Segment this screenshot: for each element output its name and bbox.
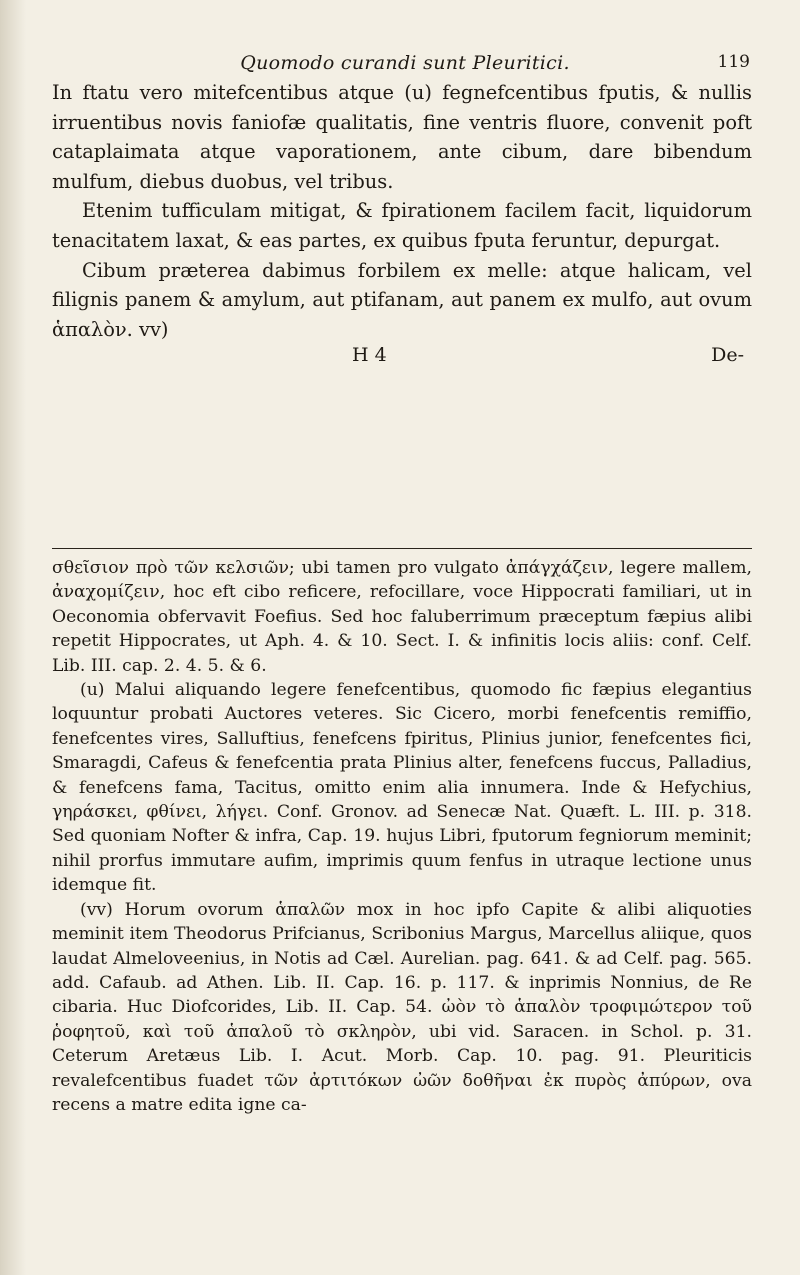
main-paragraph-2: Etenim tufficulam mitigat, & fpirationem facilem facit, liquidorum tenacitatem laxat, & eas partes, ex quibus fputa feruntur, depurgat. xyxy=(52,199,752,252)
footnote-vv: (vv) Horum ovorum ἁπαλῶν mox in hoc ipfo Capite & alibi aliquoties meminit item Theodorus Prifcianus, Scribonius Margus, Marcellus aliique, quos laudat Almeloveenius, in Notis ad Cæl. Aurelian. pag. 641. & ad Celf. pag. 565. add. Cafaub. ad Athen. Lib. II. Cap. 16. p. 117. & inprimis Nonnius, de Re cibaria. Huc Diofcorides, Lib. II. Cap. 54. ὠὸν τὸ ἁπαλὸν τροφιμώτερον τοῦ ῥοφητοῦ, καὶ τοῦ ἁπαλοῦ τὸ σκληρὸν, ubi vid. Saracen. in Schol. p. 31. Ceterum Aretæus Lib. I. Acut. Morb. Cap. 10. pag. 91. Pleuriticis revalefcentibus fuadet τῶν ἀρτιτόκων ὠῶν δοθῆναι ἐκ πυρὸς ἀπύρων, ova recens a matre edita igne ca- xyxy=(52,899,752,1115)
footnote-continued: σθεῖσιον πρὸ τῶν κελσιῶν; ubi tamen pro vulgato ἀπάγχάζειν, legere mallem, ἀναχομίζειν, hoc eft cibo reficere, refocillare, voce Hippocrati familiari, ut in Oeconomia obfervavit Foefius. Sed hoc faluberrimum præceptum fæpius alibi repetit Hippocrates, ut Aph. 4. & 10. Sect. I. & infinitis locis aliis: conf. Celf. Lib. III. cap. 2. 4. 5. & 6. xyxy=(52,558,752,676)
running-head: Quomodo curandi sunt Pleuritici. xyxy=(240,52,570,74)
footnotes xyxy=(52,556,752,1117)
page-header xyxy=(60,50,750,80)
gutter-shadow xyxy=(0,0,26,1275)
main-text xyxy=(52,78,752,372)
main-paragraph-1: In ftatu vero mitefcentibus atque (u) fegnefcentibus fputis, & nullis irruentibus novis faniofæ qualitatis, fine ventris fluore, convenit poft cataplaimata atque vaporationem, ante cibum, dare bibendum mulfum, diebus duobus, vel tribus. xyxy=(52,81,752,193)
signature-line xyxy=(52,344,752,372)
footnote-u: (u) Malui aliquando legere fenefcentibus, quomodo fic fæpius elegantius loquuntur probati Auctores veteres. Sic Cicero, morbi fenefcentis remiffio, fenefcentes vires, Salluftius, fenefcens fpiritus, Plinius junior, fenefcentes fici, Smaragdi, Cafeus & fenefcentia prata Plinius alter, fenefcens fuccus, Palladius, & fenefcens fama, Tacitus, omitto enim alia innumera. Inde & Hefychius, γηράσκει, φθίνει, λήγει. Conf. Gronov. ad Senecæ Nat. Quæft. L. III. p. 318. Sed quoniam Nofter & infra, Cap. 19. hujus Libri, fputorum fegniorum meminit; nihil prorfus immutare aufim, imprimis quum fenfus in utraque lectione unus idemque fit. xyxy=(52,680,752,896)
catchword: De- xyxy=(711,344,744,367)
main-paragraph-3: Cibum præterea dabimus forbilem ex melle: atque halicam, vel filignis panem & amylum, aut ptifanam, aut panem ex mulfo, aut ovum ἁπαλὸν. vv) xyxy=(52,258,752,341)
page-number: 119 xyxy=(717,52,750,72)
signature-mark: H 4 xyxy=(352,344,387,367)
footnote-rule xyxy=(52,548,752,549)
